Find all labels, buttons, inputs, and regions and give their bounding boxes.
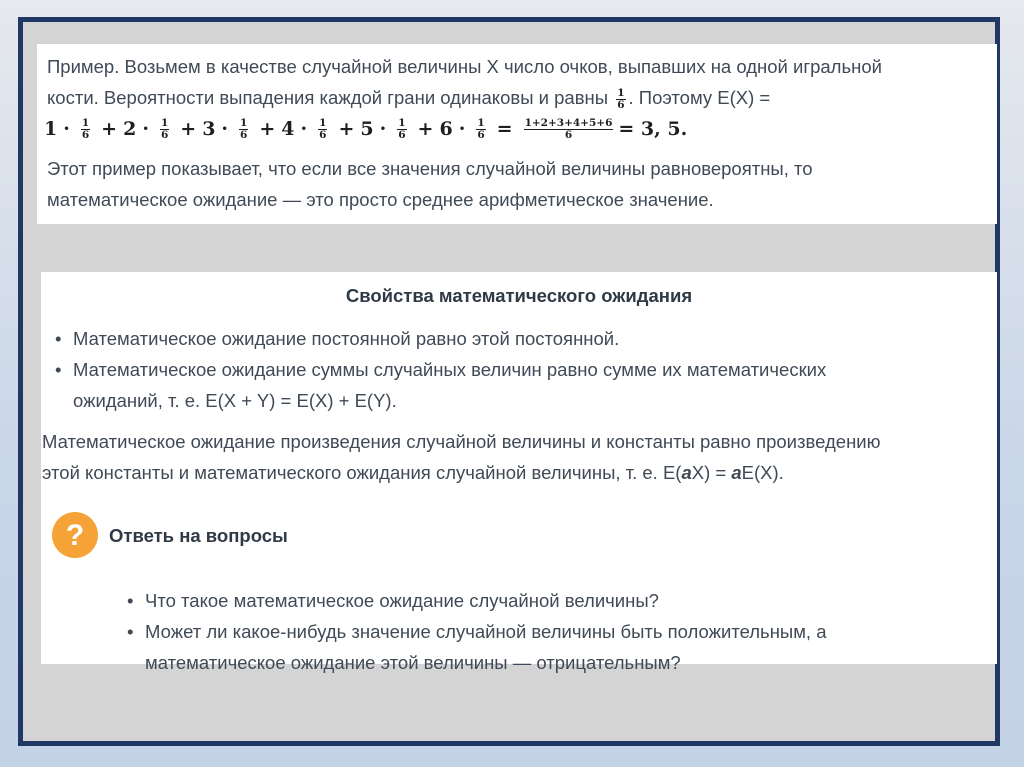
fraction-denominator: 6 xyxy=(319,129,327,141)
product-property-text: этой константы и математического ожидания случайной величины, т. е. E( xyxy=(42,462,682,483)
properties-list xyxy=(55,323,826,416)
multiply-sign: · xyxy=(63,118,70,140)
fraction-numerator: 1 xyxy=(319,117,327,129)
formula-term: 4 xyxy=(281,118,295,140)
question-2-text-line-2: математическое ожидание этой величины — отрицательным? xyxy=(145,652,681,673)
multiply-sign: · xyxy=(379,118,387,140)
one-sixth-fraction xyxy=(616,88,625,111)
fraction-denominator: 6 xyxy=(81,129,90,141)
formula-term: 5 xyxy=(360,118,374,140)
formula-fraction xyxy=(239,118,248,141)
constant-a: a xyxy=(681,462,692,483)
example-line-4: математическое ожидание — это просто среднее арифметическое значение. xyxy=(47,189,714,210)
formula-fraction xyxy=(81,118,90,141)
formula-fraction xyxy=(160,118,169,141)
multiply-sign: · xyxy=(142,118,149,140)
list-item xyxy=(55,354,826,416)
formula-fraction xyxy=(318,118,327,141)
formula-result: = 3, 5. xyxy=(618,118,688,140)
equals-sign: = xyxy=(496,118,513,140)
product-property-paragraph xyxy=(42,426,881,488)
sum-fraction xyxy=(524,118,614,141)
list-item xyxy=(127,585,827,616)
fraction-numerator: 1 xyxy=(240,117,248,129)
fraction-numerator: 1 xyxy=(160,117,169,129)
example-line-2-text: кости. Вероятности выпадения каждой грани одинаковы и равны xyxy=(47,87,609,108)
constant-a: a xyxy=(731,462,742,483)
fraction-denominator: 6 xyxy=(477,129,485,141)
questions-list xyxy=(127,585,827,678)
product-property-mid: X) = xyxy=(691,462,732,483)
multiply-sign: · xyxy=(221,118,229,140)
formula-term: 6 xyxy=(439,118,453,140)
fraction-denominator: 6 xyxy=(240,129,248,141)
formula-fraction xyxy=(397,118,406,141)
formula-term: 3 xyxy=(202,118,216,140)
list-item xyxy=(55,323,826,354)
formula-term: 1 xyxy=(44,118,58,140)
example-line-2 xyxy=(47,82,997,113)
formula-term: 2 xyxy=(123,118,137,140)
plus-sign: + xyxy=(338,118,355,140)
question-2-text-line-1: Может ли какое-нибудь значение случайной величины быть положительным, а xyxy=(145,621,827,642)
plus-sign: + xyxy=(417,118,434,140)
fraction-denominator: 6 xyxy=(617,98,625,111)
property-2-text-line-1: Математическое ожидание суммы случайных величин равно сумме их математических xyxy=(73,359,827,380)
fraction-numerator: 1 xyxy=(81,117,90,129)
example-line-3: Этот пример показывает, что если все значения случайной величины равновероятны, то xyxy=(47,158,813,179)
product-property-end: E(X). xyxy=(741,462,784,483)
expectation-formula xyxy=(44,113,997,146)
plus-sign: + xyxy=(180,118,197,140)
fraction-denominator: 6 xyxy=(160,129,169,141)
property-2-text-line-2: ожиданий, т. е. E(X + Y) = E(X) + E(Y). xyxy=(73,390,397,411)
multiply-sign: · xyxy=(300,118,308,140)
product-property-line-2 xyxy=(42,457,881,488)
example-line-1: Пример. Возьмем в качестве случайной величины X число очков, выпавших на одной игральной xyxy=(47,56,882,77)
fraction-denominator: 6 xyxy=(564,129,573,141)
example-card xyxy=(37,44,997,224)
product-property-line-1: Математическое ожидание произведения случайной величины и константы равно произведению xyxy=(42,431,881,452)
list-item xyxy=(127,616,827,678)
multiply-sign: · xyxy=(458,118,466,140)
question-1-text: Что такое математическое ожидание случайной величины? xyxy=(145,590,659,611)
plus-sign: + xyxy=(101,118,118,140)
property-1-text: Математическое ожидание постоянной равно этой постоянной. xyxy=(73,328,620,349)
questions-title: Ответь на вопросы xyxy=(109,525,288,546)
fraction-denominator: 6 xyxy=(398,129,406,141)
plus-sign: + xyxy=(259,118,276,140)
properties-heading: Свойства математического ожидания xyxy=(345,285,693,306)
fraction-numerator: 1 xyxy=(477,117,485,129)
properties-card xyxy=(41,272,997,673)
example-line-2-tail: . Поэтому E(X) = xyxy=(628,87,771,108)
formula-fraction xyxy=(476,118,485,141)
fraction-numerator: 1 xyxy=(617,86,625,99)
slide-frame xyxy=(18,17,1000,746)
question-mark-icon: ? xyxy=(52,512,98,558)
fraction-numerator: 1 xyxy=(398,117,406,129)
fraction-numerator: 1+2+3+4+5+6 xyxy=(524,117,613,129)
